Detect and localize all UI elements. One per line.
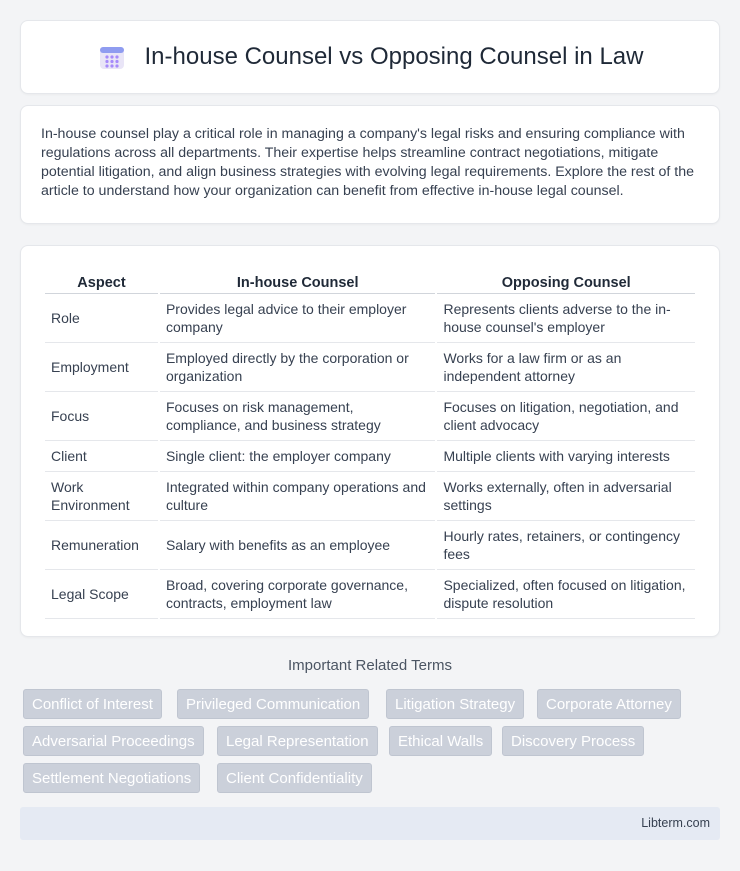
- cell-aspect: Client: [45, 441, 158, 472]
- table-row: [45, 570, 695, 619]
- term-tag[interactable]: Privileged Communication: [177, 689, 369, 719]
- table-row: [45, 472, 695, 521]
- cell-opposing: Represents clients adverse to the in-house counsel's employer: [437, 294, 695, 343]
- cell-opposing: Hourly rates, retainers, or contingency fees: [437, 521, 695, 570]
- term-tag[interactable]: Legal Representation: [217, 726, 378, 756]
- header-card: [20, 20, 720, 94]
- term-tag[interactable]: Conflict of Interest: [23, 689, 162, 719]
- calendar-grid-icon: [97, 42, 127, 72]
- table-row: [45, 441, 695, 472]
- term-tag[interactable]: Adversarial Proceedings: [23, 726, 204, 756]
- intro-text: In-house counsel play a critical role in managing a company's legal risks and ensuring compliance with regulations across all departments. Their expertise helps streamline contract negotiations, mitigate potential litigation, and align business strategies with evolving legal requirements. Explore the rest of the article to understand how your organization can benefit from effective in-house legal counsel.: [41, 126, 694, 199]
- table-row: [45, 392, 695, 441]
- comparison-table: [43, 265, 697, 619]
- table-row: [45, 294, 695, 343]
- cell-opposing: Specialized, often focused on litigation, dispute resolution: [437, 570, 695, 619]
- term-tag[interactable]: Client Confidentiality: [217, 763, 372, 793]
- table-row: [45, 343, 695, 392]
- term-tag[interactable]: Settlement Negotiations: [23, 763, 200, 793]
- cell-aspect: Focus: [45, 392, 158, 441]
- cell-aspect: Role: [45, 294, 158, 343]
- header-opposing: Opposing Counsel: [437, 265, 695, 294]
- term-tag[interactable]: Discovery Process: [502, 726, 644, 756]
- term-tag[interactable]: Corporate Attorney: [537, 689, 681, 719]
- table-header-row: [45, 265, 695, 294]
- footer: [20, 807, 720, 840]
- header-inhouse: In-house Counsel: [160, 265, 436, 294]
- cell-opposing: Works for a law firm or as an independent attorney: [437, 343, 695, 392]
- page-title: In-house Counsel vs Opposing Counsel in Law: [144, 43, 644, 70]
- cell-aspect: Remuneration: [45, 521, 158, 570]
- comparison-table-card: [20, 245, 720, 637]
- cell-opposing: Multiple clients with varying interests: [437, 441, 695, 472]
- cell-inhouse: Integrated within company operations and culture: [160, 472, 436, 521]
- related-terms-title: Important Related Terms: [288, 657, 452, 674]
- footer-site-link[interactable]: Libterm.com: [641, 816, 710, 830]
- cell-inhouse: Single client: the employer company: [160, 441, 436, 472]
- term-tag[interactable]: Ethical Walls: [389, 726, 492, 756]
- cell-inhouse: Focuses on risk management, compliance, and business strategy: [160, 392, 436, 441]
- cell-inhouse: Broad, covering corporate governance, contracts, employment law: [160, 570, 436, 619]
- cell-opposing: Works externally, often in adversarial settings: [437, 472, 695, 521]
- cell-inhouse: Provides legal advice to their employer company: [160, 294, 436, 343]
- table-row: [45, 521, 695, 570]
- cell-aspect: Legal Scope: [45, 570, 158, 619]
- intro-card: [20, 105, 720, 224]
- cell-inhouse: Salary with benefits as an employee: [160, 521, 436, 570]
- header-aspect: Aspect: [45, 265, 158, 294]
- cell-inhouse: Employed directly by the corporation or organization: [160, 343, 436, 392]
- cell-aspect: Employment: [45, 343, 158, 392]
- cell-opposing: Focuses on litigation, negotiation, and client advocacy: [437, 392, 695, 441]
- term-tag[interactable]: Litigation Strategy: [386, 689, 524, 719]
- cell-aspect: Work Environment: [45, 472, 158, 521]
